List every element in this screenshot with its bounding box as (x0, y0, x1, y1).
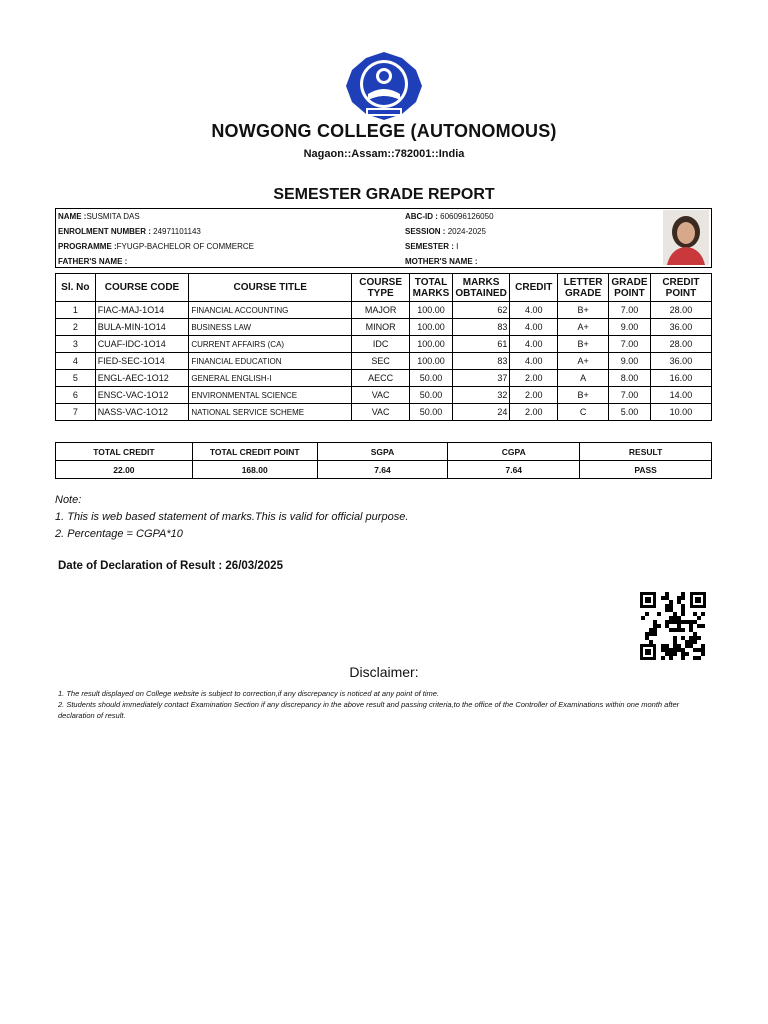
qr-module (657, 624, 661, 628)
session-row (405, 227, 486, 236)
qr-module (681, 604, 685, 608)
qr-module (661, 648, 665, 652)
cell-course-title: NATIONAL SERVICE SCHEME (189, 404, 352, 421)
table-row (56, 319, 712, 336)
cell-course-type: IDC (352, 336, 410, 353)
qr-module (701, 644, 705, 648)
qr-module (681, 648, 685, 652)
programme-label: PROGRAMME : (58, 242, 117, 251)
cell-credit: 4.00 (510, 302, 558, 319)
col-credit-point-line1: CREDIT (662, 276, 700, 288)
table-row (56, 336, 712, 353)
cell-letter-grade: A+ (558, 353, 609, 370)
col-sl: Sl. No (56, 274, 96, 302)
qr-module (693, 640, 697, 644)
marks-table (55, 273, 712, 421)
cell-course-title: GENERAL ENGLISH-I (189, 370, 352, 387)
cell-course-title: BUSINESS LAW (189, 319, 352, 336)
session-label: SESSION : (405, 227, 446, 236)
qr-module (677, 648, 681, 652)
qr-module (653, 632, 657, 636)
qr-module (697, 648, 701, 652)
col-total-marks-line2: MARKS (412, 287, 450, 299)
cell-course-type: VAC (352, 404, 410, 421)
cell-total-marks: 100.00 (410, 353, 453, 370)
student-info-box (55, 208, 712, 268)
col-course-type (352, 274, 410, 302)
summary-total-credit-point-header: TOTAL CREDIT POINT (192, 443, 317, 461)
qr-module (701, 652, 705, 656)
qr-module (669, 656, 673, 660)
qr-module (685, 620, 689, 624)
cell-grade-point: 9.00 (609, 319, 651, 336)
qr-module (649, 632, 653, 636)
qr-module (701, 624, 705, 628)
summary-value-row (56, 461, 712, 479)
qr-module (685, 640, 689, 644)
programme-row (58, 242, 254, 251)
col-letter-grade-line2: GRADE (565, 287, 602, 299)
mother-label: MOTHER'S NAME : (405, 257, 478, 266)
cell-course-title: CURRENT AFFAIRS (CA) (189, 336, 352, 353)
qr-module (681, 596, 685, 600)
cell-total-marks: 50.00 (410, 387, 453, 404)
qr-module (669, 628, 673, 632)
qr-module (665, 596, 669, 600)
marks-header-row (56, 274, 712, 302)
col-marks-obtained-line1: MARKS (462, 276, 500, 288)
table-row (56, 370, 712, 387)
cell-grade-point: 7.00 (609, 387, 651, 404)
note-line-2: 2. Percentage = CGPA*10 (55, 528, 183, 540)
father-label: FATHER'S NAME : (58, 257, 128, 266)
qr-module (689, 628, 693, 632)
student-name: SUSMITA DAS (86, 212, 140, 221)
col-credit-point (650, 274, 711, 302)
cell-total-marks: 100.00 (410, 319, 453, 336)
enrolment-label: ENROLMENT NUMBER : (58, 227, 151, 236)
qr-module (701, 648, 705, 652)
qr-module (645, 612, 649, 616)
cell-letter-grade: C (558, 404, 609, 421)
cell-credit: 2.00 (510, 370, 558, 387)
report-title: SEMESTER GRADE REPORT (273, 186, 495, 203)
cell-marks-obtained: 37 (452, 370, 509, 387)
qr-module (697, 624, 701, 628)
cell-credit-point: 10.00 (650, 404, 711, 421)
cell-marks-obtained: 83 (452, 353, 509, 370)
col-total-marks (410, 274, 453, 302)
qr-module (645, 632, 649, 636)
qr-module (693, 636, 697, 640)
summary-result-header: RESULT (580, 443, 712, 461)
cell-course-title: FINANCIAL EDUCATION (189, 353, 352, 370)
session-value: 2024-2025 (447, 227, 486, 236)
qr-module (653, 624, 657, 628)
qr-module (689, 624, 693, 628)
qr-module (689, 640, 693, 644)
semester-value: I (456, 242, 459, 251)
cell-grade-point: 7.00 (609, 302, 651, 319)
qr-module (681, 652, 685, 656)
qr-module (673, 648, 677, 652)
cell-letter-grade: B+ (558, 302, 609, 319)
qr-module (665, 652, 669, 656)
cell-marks-obtained: 32 (452, 387, 509, 404)
qr-module (661, 656, 665, 660)
qr-module (673, 644, 677, 648)
qr-module (681, 612, 685, 616)
enrolment-number: 24971101143 (153, 227, 201, 236)
cell-course-code: FIAC-MAJ-1O14 (95, 302, 189, 319)
qr-module (697, 636, 701, 640)
qr-module (665, 608, 669, 612)
cell-grade-point: 7.00 (609, 336, 651, 353)
cell-letter-grade: B+ (558, 336, 609, 353)
qr-module (701, 612, 705, 616)
qr-module (685, 652, 689, 656)
col-letter-grade (558, 274, 609, 302)
cell-sl: 6 (56, 387, 96, 404)
student-photo (663, 210, 709, 265)
qr-module (669, 604, 673, 608)
qr-module (669, 600, 673, 604)
col-course-type-line1: COURSE (359, 276, 403, 288)
cell-total-marks: 50.00 (410, 370, 453, 387)
col-credit: CREDIT (510, 274, 558, 302)
cell-sl: 7 (56, 404, 96, 421)
cell-total-marks: 50.00 (410, 404, 453, 421)
college-name: NOWGONG COLLEGE (AUTONOMOUS) (211, 121, 557, 141)
table-row (56, 302, 712, 319)
cell-grade-point: 9.00 (609, 353, 651, 370)
cell-credit-point: 36.00 (650, 353, 711, 370)
cell-credit-point: 16.00 (650, 370, 711, 387)
qr-module (669, 608, 673, 612)
qr-module (677, 644, 681, 648)
qr-module (673, 652, 677, 656)
qr-module (669, 616, 673, 620)
col-marks-obtained (452, 274, 509, 302)
qr-module (693, 632, 697, 636)
col-course-title: COURSE TITLE (189, 274, 352, 302)
qr-module (669, 648, 673, 652)
marks-table-body (56, 302, 712, 421)
qr-module (681, 628, 685, 632)
qr-module (673, 620, 677, 624)
qr-module (673, 640, 677, 644)
qr-module (673, 616, 677, 620)
qr-module (645, 636, 649, 640)
cell-grade-point: 8.00 (609, 370, 651, 387)
qr-module (681, 608, 685, 612)
col-marks-obtained-line2: OBTAINED (455, 287, 507, 299)
cell-sl: 5 (56, 370, 96, 387)
cell-course-type: MAJOR (352, 302, 410, 319)
cell-sl: 3 (56, 336, 96, 353)
qr-module (673, 612, 677, 616)
summary-result: PASS (580, 461, 712, 479)
cell-course-code: FIED-SEC-1O14 (95, 353, 189, 370)
cell-credit: 2.00 (510, 404, 558, 421)
qr-module (677, 600, 681, 604)
cell-credit: 2.00 (510, 387, 558, 404)
cell-credit-point: 28.00 (650, 302, 711, 319)
cell-course-type: AECC (352, 370, 410, 387)
qr-module (689, 644, 693, 648)
summary-sgpa: 7.64 (317, 461, 448, 479)
disclaimer-line-2: 2. Students should immediately contact Examination Section if any discrepancy in the above result and passing criteria,to the office of the Controller of Examinations within one month after declaration of result. (58, 700, 680, 720)
cell-total-marks: 100.00 (410, 302, 453, 319)
abc-label: ABC-ID : (405, 212, 438, 221)
qr-module (681, 636, 685, 640)
col-grade-point-line1: GRADE (611, 276, 648, 288)
summary-cgpa-header: CGPA (448, 443, 580, 461)
qr-module (693, 620, 697, 624)
col-course-code: COURSE CODE (95, 274, 189, 302)
enrolment-row (58, 227, 201, 236)
qr-module (677, 624, 681, 628)
note-title: Note: (55, 494, 82, 506)
summary-cgpa: 7.64 (448, 461, 580, 479)
qr-module (693, 656, 697, 660)
cell-marks-obtained: 62 (452, 302, 509, 319)
college-address: Nagaon::Assam::782001::India (303, 148, 465, 160)
qr-module (681, 656, 685, 660)
cell-sl: 1 (56, 302, 96, 319)
qr-module (653, 620, 657, 624)
college-seal-logo (342, 50, 426, 122)
cell-course-code: BULA-MIN-1O14 (95, 319, 189, 336)
summary-total-credit-header: TOTAL CREDIT (56, 443, 193, 461)
student-name-row (58, 212, 140, 221)
qr-module (681, 620, 685, 624)
cell-credit: 4.00 (510, 336, 558, 353)
cell-course-code: CUAF-IDC-1O14 (95, 336, 189, 353)
declaration-date: Date of Declaration of Result : 26/03/2025 (58, 560, 283, 572)
cell-letter-grade: A+ (558, 319, 609, 336)
qr-code-graphic (640, 592, 706, 660)
qr-module (673, 636, 677, 640)
summary-total-credit-point: 168.00 (192, 461, 317, 479)
summary-sgpa-header: SGPA (317, 443, 448, 461)
qr-module (665, 604, 669, 608)
col-credit-point-line2: POINT (665, 287, 697, 299)
table-row (56, 353, 712, 370)
qr-module (677, 616, 681, 620)
qr-module (685, 644, 689, 648)
cell-course-type: SEC (352, 353, 410, 370)
abc-row (405, 212, 494, 221)
table-row (56, 404, 712, 421)
cell-marks-obtained: 61 (452, 336, 509, 353)
cell-grade-point: 5.00 (609, 404, 651, 421)
father-row (58, 257, 127, 266)
qr-module (681, 592, 685, 596)
semester-row (405, 242, 458, 251)
summary-header-row (56, 443, 712, 461)
disclaimer-line-1: 1. The result displayed on College website is subject to correction,if any discrepancy is noticed at any point of time. (58, 689, 440, 698)
qr-module (653, 628, 657, 632)
summary-table (55, 442, 712, 479)
qr-code (640, 592, 706, 660)
cell-letter-grade: B+ (558, 387, 609, 404)
cell-credit-point: 36.00 (650, 319, 711, 336)
qr-module (665, 592, 669, 596)
col-grade-point-line2: POINT (614, 287, 645, 299)
cell-course-title: ENVIRONMENTAL SCIENCE (189, 387, 352, 404)
qr-module (689, 620, 693, 624)
qr-module (693, 648, 697, 652)
abc-id: 606096126050 (440, 212, 494, 221)
cell-credit: 4.00 (510, 319, 558, 336)
qr-module (649, 640, 653, 644)
cell-course-code: NASS-VAC-1O12 (95, 404, 189, 421)
semester-label: SEMESTER : (405, 242, 454, 251)
cell-credit-point: 14.00 (650, 387, 711, 404)
qr-module (665, 644, 669, 648)
qr-module (677, 620, 681, 624)
qr-module (665, 620, 669, 624)
col-total-marks-line1: TOTAL (414, 276, 448, 288)
cell-credit: 4.00 (510, 353, 558, 370)
qr-module (697, 616, 701, 620)
cell-letter-grade: A (558, 370, 609, 387)
cell-course-code: ENGL-AEC-1O12 (95, 370, 189, 387)
cell-credit-point: 28.00 (650, 336, 711, 353)
qr-module (669, 620, 673, 624)
qr-module (665, 624, 669, 628)
qr-module (661, 644, 665, 648)
qr-module (673, 628, 677, 632)
name-label: NAME : (58, 212, 87, 221)
qr-module (661, 596, 665, 600)
cell-course-title: FINANCIAL ACCOUNTING (189, 302, 352, 319)
cell-course-type: VAC (352, 387, 410, 404)
cell-marks-obtained: 24 (452, 404, 509, 421)
col-course-type-line2: TYPE (367, 287, 394, 299)
disclaimer-title: Disclaimer: (349, 664, 419, 680)
note-line-1: 1. This is web based statement of marks.This is valid for official purpose. (55, 511, 409, 523)
cell-sl: 4 (56, 353, 96, 370)
cell-total-marks: 100.00 (410, 336, 453, 353)
qr-module (677, 596, 681, 600)
qr-module (665, 648, 669, 652)
qr-module (669, 652, 673, 656)
cell-course-code: ENSC-VAC-1O12 (95, 387, 189, 404)
table-row (56, 387, 712, 404)
col-grade-point (609, 274, 651, 302)
cell-marks-obtained: 83 (452, 319, 509, 336)
mother-row (405, 257, 478, 266)
qr-module (649, 628, 653, 632)
qr-module (689, 636, 693, 640)
summary-total-credit: 22.00 (56, 461, 193, 479)
qr-module (693, 612, 697, 616)
qr-module (697, 656, 701, 660)
qr-module (677, 628, 681, 632)
cell-sl: 2 (56, 319, 96, 336)
qr-module (657, 612, 661, 616)
qr-module (641, 616, 645, 620)
col-letter-grade-line1: LETTER (563, 276, 603, 288)
cell-course-type: MINOR (352, 319, 410, 336)
programme-value: FYUGP-BACHELOR OF COMMERCE (116, 242, 255, 251)
